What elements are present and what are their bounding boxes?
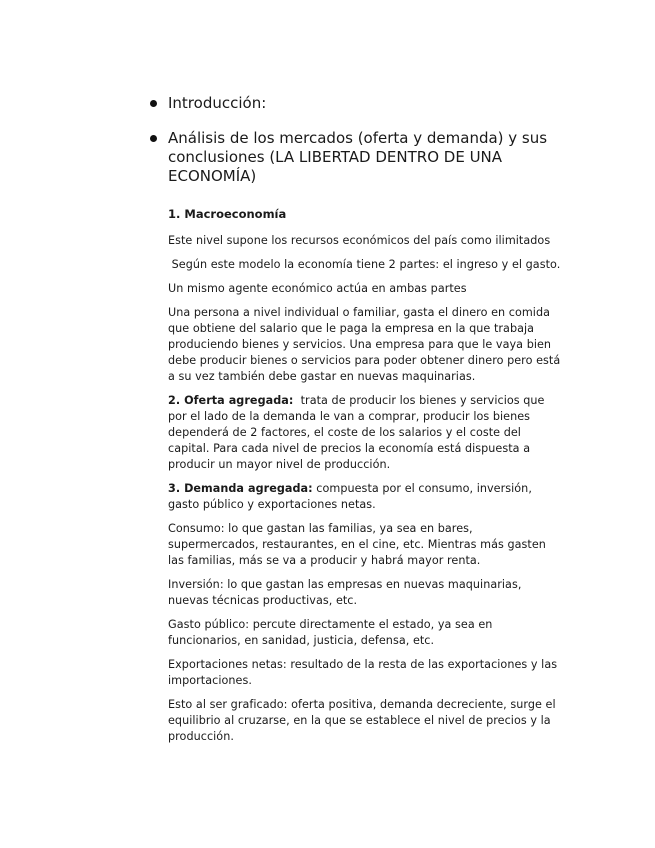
paragraph: Una persona a nivel individual o familiar, gasta el dinero en comida que obtiene del salario que le paga la empresa en la que trabaja produciendo bienes y servicios. Una empresa para que le vaya bien debe producir bienes o servicios para poder obtener dinero pero está a su vez también debe gastar en nuevas maquinarias. (168, 306, 561, 383)
demanda-text: compuesta por el consumo, inversión, gasto público y exportaciones netas. (168, 482, 536, 511)
bullet-text: Análisis de los mercados (oferta y demanda) y sus conclusiones (LA LIBERTAD DENTRO DE UNA ECONOMÍA) (168, 129, 548, 185)
section-heading: 1. Macroeconomía (168, 207, 287, 221)
bullet-dot-icon (150, 100, 157, 107)
paragraph: Exportaciones netas: resultado de la resta de las exportaciones y las importaciones. (168, 658, 558, 687)
demanda-label: 3. Demanda agregada: (168, 482, 313, 495)
paragraph: Inversión: lo que gastan las empresas en nuevas maquinarias, nuevas técnicas productivas, etc. (168, 578, 522, 607)
paragraph: Según este modelo la economía tiene 2 partes: el ingreso y el gasto. (168, 258, 561, 271)
bullet-text: Introducción: (168, 94, 267, 112)
paragraph-oferta (168, 393, 563, 473)
bullet-item (148, 94, 568, 113)
oferta-label: 2. Oferta agregada: (168, 394, 294, 407)
oferta-text: trata de producir los bienes y servicios que por el lado de la demanda le van a comprar, producir los bienes dependerá de 2 factores, el coste de los salarios y el coste del capital. Para cada nivel de precios la economía está dispuesta a producir un mayor nivel de producción. (168, 394, 549, 471)
paragraph: Este nivel supone los recursos económicos del país como ilimitados (168, 234, 551, 247)
paragraph: Esto al ser graficado: oferta positiva, demanda decreciente, surge el equilibrio al cruzarse, en la que se establece el nivel de precios y la producción. (168, 698, 556, 743)
paragraph: Un mismo agente económico actúa en ambas partes (168, 282, 467, 295)
bullet-list (148, 94, 568, 202)
paragraph-demanda (168, 481, 563, 513)
section-content (168, 206, 563, 753)
bullet-item (148, 129, 568, 186)
paragraph: Gasto público: percute directamente el estado, ya sea en funcionarios, en sanidad, justicia, defensa, etc. (168, 618, 493, 647)
bullet-dot-icon (150, 135, 157, 142)
paragraph: Consumo: lo que gastan las familias, ya sea en bares, supermercados, restaurantes, en el cine, etc. Mientras más gasten las familias, más se va a producir y habrá mayor renta. (168, 522, 546, 567)
